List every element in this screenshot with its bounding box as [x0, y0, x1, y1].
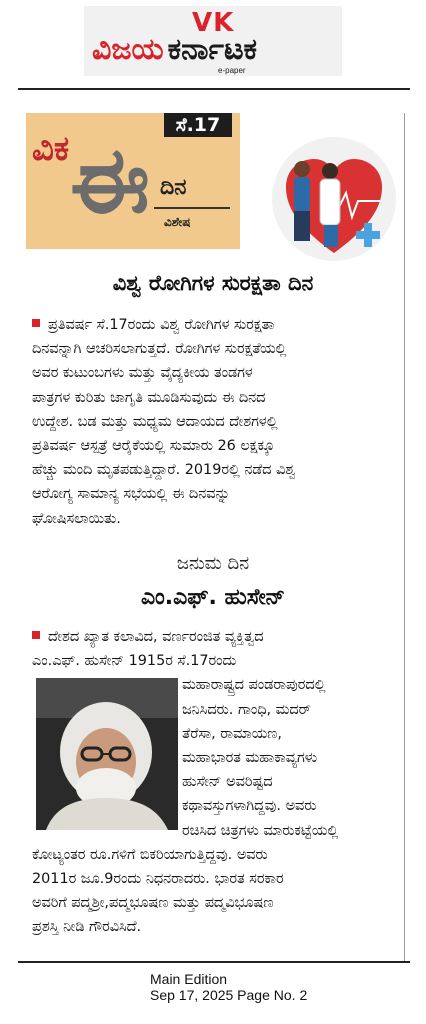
text-line: ಕಥಾವಸ್ತುಗಳಾಗಿದ್ದವು. ಅವರು: [182, 798, 317, 815]
top-divider: [18, 88, 410, 90]
text-line: ಪಾತ್ರಗಳ ಕುರಿತು ಜಾಗೃತಿ ಮೂಡಿಸುವುದು ಈ ದಿನದ: [32, 389, 266, 406]
doctor-patient-illustration-icon: [268, 135, 400, 263]
text-line: ಮಹಾರಾಷ್ಟ್ರದ ಪಂಡರಾಪುರದಲ್ಲಿ: [182, 677, 326, 694]
logo-part-2: ಕರ್ನಾಟಕ: [167, 32, 258, 67]
brand-small: ವಿಕ: [32, 129, 70, 169]
text-line: ಪ್ರತಿವರ್ಷ ಆಸ್ಪತ್ರೆ ಆರೈಕೆಯಲ್ಲಿ ಸುಮಾರು 26 ಲಕ್ಷಕ್ಕೂ: [32, 438, 275, 455]
text-line: ಪ್ರಶಸ್ತಿ ನೀಡಿ ಗೌರವಿಸಿದೆ.: [32, 919, 142, 936]
text-line: ದಿನವನ್ನಾಗಿ ಆಚರಿಸಲಾಗುತ್ತದೆ. ರೋಗಿಗಳ ಸುರಕ್ಷತೆಯಲ್ಲಿ: [32, 341, 287, 358]
brand-sub: ವಿಶೇಷ: [164, 215, 191, 229]
masthead: [84, 6, 342, 76]
vk-badge: VK: [192, 8, 235, 38]
bullet-icon: [32, 319, 40, 327]
brand-big: ಈ: [70, 127, 150, 234]
bullet-icon: [32, 631, 40, 639]
text-line: ಕೋಟ್ಯಂತರ ರೂ.ಗಳಿಗೆ ಬಿಕರಿಯಾಗುತ್ತಿದ್ದವು. ಅವರು: [32, 846, 268, 863]
newspaper-logo: [92, 32, 257, 68]
text-line: ಮಹಾಭಾರತ ಮಹಾಕಾವ್ಯಗಳು: [182, 750, 318, 767]
news-clipping: [22, 113, 405, 961]
section-header: [22, 113, 404, 263]
article-body-patient-safety: [32, 313, 398, 531]
text-line: ಜನಿಸಿದರು. ಗಾಂಧಿ, ಮದರ್: [182, 701, 311, 718]
logo-part-1: ವಿಜಯ: [92, 32, 164, 67]
text-line: ಎಂ.ಎಫ್. ಹುಸೇನ್ 1915ರ ಸೆ.17ರಂದು: [32, 653, 237, 670]
date-badge: ಸೆ.17: [164, 113, 232, 137]
text-line: ದೇಶದ ಖ್ಯಾತ ಕಲಾವಿದ, ವರ್ಣರಂಜಿತ ವ್ಯಕ್ತಿತ್ವದ: [32, 625, 398, 649]
text-line: ಹೆಚ್ಚು ಮಂದಿ ಮೃತಪಡುತ್ತಿದ್ದಾರೆ. 2019ರಲ್ಲಿ ನಡೆದ ವಿಶ್ವ: [32, 462, 296, 479]
text-line: ತೆರೆಸಾ, ರಾಮಾಯಣ,: [182, 725, 282, 742]
date-page-label: Sep 17, 2025 Page No. 2: [150, 987, 308, 1003]
article-title-patient-safety: ವಿಶ್ವ ರೋಗಿಗಳ ಸುರಕ್ಷತಾ ದಿನ: [112, 271, 314, 295]
epaper-label: e-paper: [218, 66, 246, 75]
brand-word: ದಿನ: [160, 175, 187, 200]
text-line: ಅವರಿಗೆ ಪದ್ಮಶ್ರೀ,ಪದ್ಮಭೂಷಣ ಮತ್ತು ಪದ್ಮವಿಭೂಷಣ: [32, 895, 274, 912]
text-line: ರಚಿಸಿದ ಚಿತ್ರಗಳು ಮಾರುಕಟ್ಟೆಯಲ್ಲಿ: [182, 822, 339, 839]
article-title-mf-husain: ಎಂ.ಎಫ್. ಹುಸೇನ್: [140, 585, 286, 610]
birthday-subhead: ಜನುಮ ದಿನ: [176, 553, 250, 574]
text-line: ಹುಸೇನ್ ಅವರಿಷ್ಟದ: [182, 774, 273, 791]
text-line: ಅವರ ಕುಟುಂಬಗಳು ಮತ್ತು ವೈದ್ಯಕೀಯ ತಂಡಗಳ: [32, 365, 253, 382]
header-underline: [154, 207, 230, 209]
edition-label: Main Edition: [150, 971, 228, 987]
text-line: ಉದ್ದೇಶ. ಬಡ ಮತ್ತು ಮಧ್ಯಮ ಆದಾಯದ ದೇಶಗಳಲ್ಲಿ: [32, 413, 278, 430]
text-line: ಆರೋಗ್ಯ ಸಾಮಾನ್ಯ ಸಭೆಯಲ್ಲಿ ಈ ದಿನವನ್ನು: [32, 486, 230, 503]
mf-husain-portrait: [36, 678, 178, 830]
page-footer: [150, 971, 307, 1003]
text-line: ಘೋಷಿಸಲಾಯಿತು.: [32, 510, 121, 527]
text-line: 2011ರ ಜೂ.9ರಂದು ನಿಧನರಾದರು. ಭಾರತ ಸರಕಾರ: [32, 871, 284, 888]
bottom-divider: [18, 961, 410, 963]
text-line: ಪ್ರತಿವರ್ಷ ಸೆ.17ರಂದು ವಿಶ್ವ ರೋಗಿಗಳ ಸುರಕ್ಷತಾ: [32, 313, 398, 337]
